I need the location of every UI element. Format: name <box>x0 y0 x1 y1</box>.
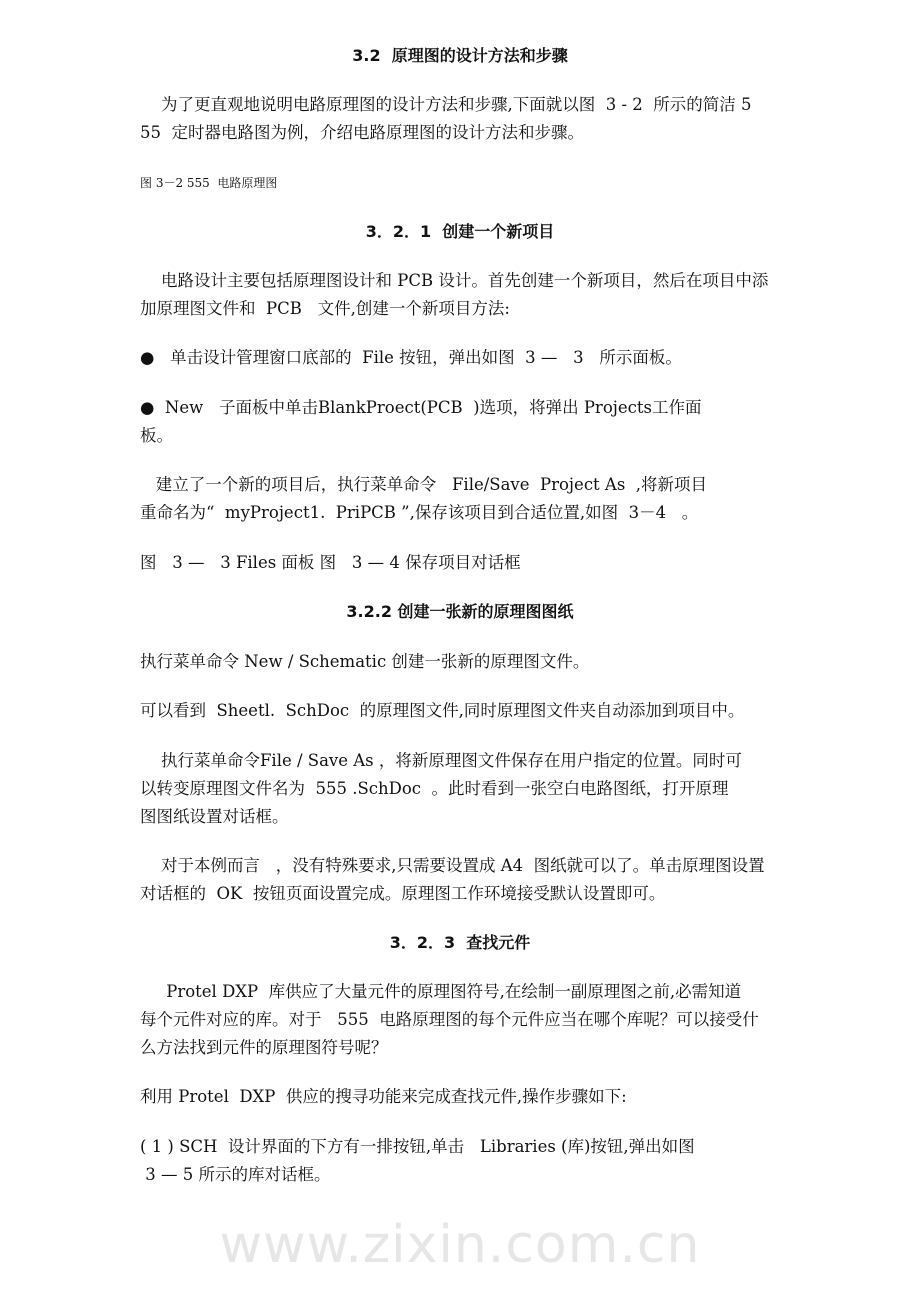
paragraph-line: Protel DXP 库供应了大量元件的原理图符号,在绘制一副原理图之前,必需知道 <box>140 982 742 1001</box>
section-heading: 3．2．3 查找元件 <box>389 933 531 952</box>
section-heading: 3.2.2 创建一张新的原理图图纸 <box>346 602 574 621</box>
paragraph-line: 么方法找到元件的原理图符号呢？ <box>140 1038 388 1057</box>
paragraph-line: 为了更直观地说明电路原理图的设计方法和步骤,下面就以图 3 - 2 所示的简洁 5 <box>140 95 752 114</box>
paragraph-line: 图图纸设置对话框。 <box>140 807 289 826</box>
figure-caption: 图 3－2 555 电路原理图 <box>140 176 278 190</box>
bullet-item: ● New 子面板中单击BlankProect(PCB )选项，将弹出 Projects工作面 <box>140 398 702 417</box>
bullet-item: ● 单击设计管理窗口底部的 File 按钮，弹出如图 3 — 3 所示面板。 <box>140 348 682 367</box>
paragraph-line: 电路设计主要包括原理图设计和 PCB 设计。首先创建一个新项目，然后在项目中添 <box>140 271 769 290</box>
paragraph-line: 可以看到 Sheetl. SchDoc 的原理图文件,同时原理图文件夹自动添加到项目中。 <box>140 701 745 720</box>
watermark: www.zixin.com.cn <box>219 1215 701 1275</box>
paragraph-line: 重命名为“ myProject1. PriPCB ”,保存该项目到合适位置,如图 3－4 。 <box>140 503 699 522</box>
paragraph-line: 每个元件对应的库。对于 555 电路原理图的每个元件应当在哪个库呢？可以接受什 <box>140 1010 759 1029</box>
section-heading: 3.2 原理图的设计方法和步骤 <box>352 46 568 65</box>
paragraph-line: 利用 Protel DXP 供应的搜寻功能来完成查找元件,操作步骤如下: <box>140 1087 627 1106</box>
paragraph-line: 对话框的 OK 按钮页面设置完成。原理图工作环境接受默认设置即可。 <box>140 884 666 903</box>
paragraph-line: 以转变原理图文件名为 555 .SchDoc 。此时看到一张空白电路图纸，打开原理 <box>140 779 729 798</box>
paragraph-line: 执行菜单命令File / Save As ，将新原理图文件保存在用户指定的位置。同时可 <box>140 751 742 770</box>
paragraph-line: ( 1 ) SCH 设计界面的下方有一排按钮,单击 Libraries (库)按钮,弹出如图 <box>140 1137 695 1156</box>
bullet-item: 板。 <box>140 426 173 445</box>
paragraph-line: 对于本例而言 ，没有特殊要求,只需要设置成 A4 图纸就可以了。单击原理图设置 <box>140 856 765 875</box>
figure-caption: 图 3 — 3 Files 面板 图 3 — 4 保存项目对话框 <box>140 553 521 572</box>
section-heading: 3．2．1 创建一个新项目 <box>365 222 555 241</box>
paragraph-line: 加原理图文件和 PCB 文件,创建一个新项目方法: <box>140 299 510 318</box>
paragraph-line: 建立了一个新的项目后，执行菜单命令 File/Save Project As ,将新项目 <box>140 475 708 494</box>
paragraph-line: 3 — 5 所示的库对话框。 <box>140 1165 331 1184</box>
paragraph-line: 执行菜单命令 New / Schematic 创建一张新的原理图文件。 <box>140 652 590 671</box>
paragraph-line: 55 定时器电路图为例，介绍电路原理图的设计方法和步骤。 <box>140 123 584 142</box>
